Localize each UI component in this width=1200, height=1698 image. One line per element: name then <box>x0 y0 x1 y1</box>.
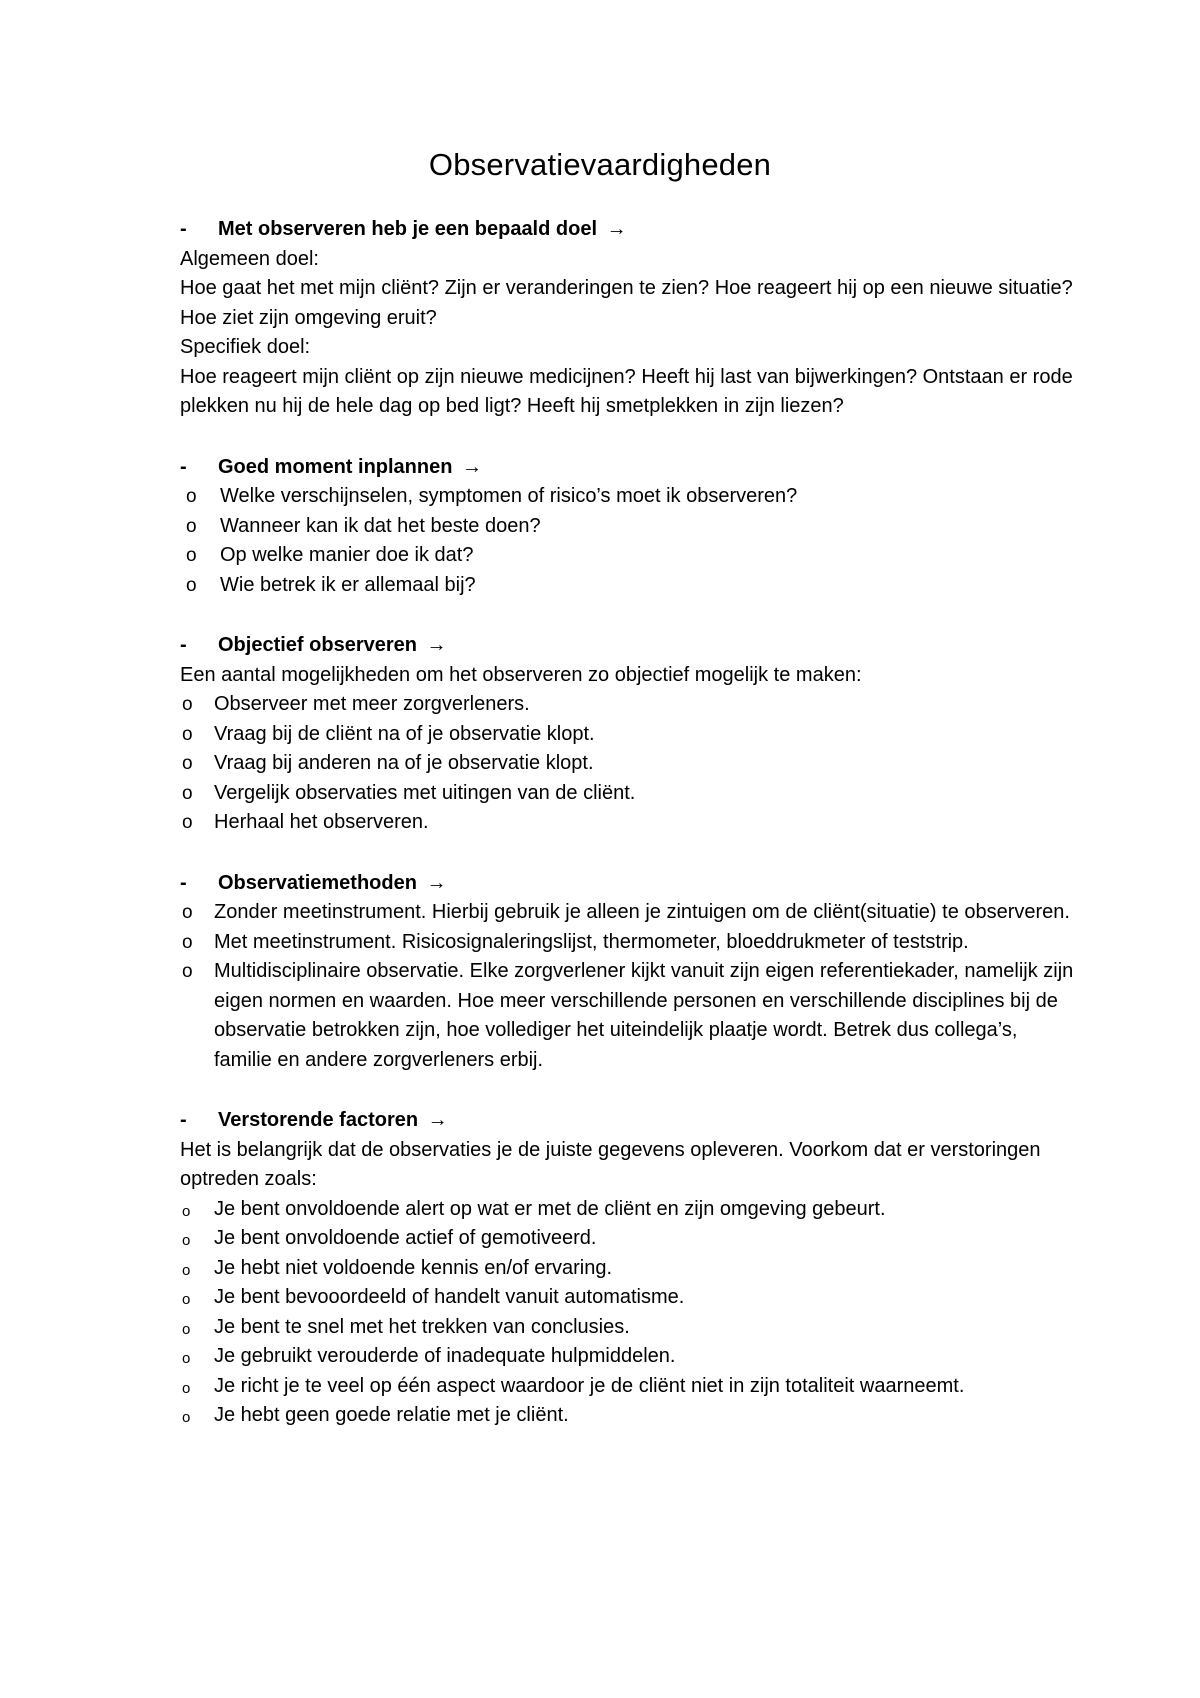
list-item: o Zonder meetinstrument. Hierbij gebruik je alleen je zintuigen om de cliënt(situatie) te observeren. <box>180 898 1080 928</box>
bullet-marker: o <box>182 782 193 804</box>
list-item: o Op welke manier doe ik dat? <box>180 541 1080 571</box>
section-heading-moment <box>180 453 1080 483</box>
page-title: Observatievaardigheden <box>428 147 772 182</box>
right-arrow-icon: → <box>606 218 627 240</box>
bullet-marker: o <box>182 1379 191 1397</box>
section-heading-objectief <box>180 631 1080 661</box>
methoden-list <box>180 898 1080 1075</box>
paragraph-algemeen-label: Algemeen doel: <box>180 247 319 270</box>
dash-marker: - <box>180 218 187 240</box>
bullet-marker: o <box>182 1350 191 1367</box>
list-item: o Vraag bij anderen na of je observatie klopt. <box>180 749 1080 779</box>
list-item: o Wie betrek ik er allemaal bij? <box>180 571 1080 601</box>
heading-text: Met observeren heb je een bepaald doel <box>218 218 598 240</box>
bullet-marker: o <box>182 1232 191 1249</box>
dash-marker: - <box>180 1109 187 1131</box>
bullet-marker: o <box>182 1291 191 1308</box>
list-item: o Vraag bij de cliënt na of je observatie klopt. <box>180 720 1080 750</box>
bullet-marker: o <box>182 812 193 833</box>
heading-text: Goed moment inplannen <box>218 455 453 478</box>
right-arrow-icon: → <box>426 871 447 894</box>
bullet-marker: o <box>182 931 193 953</box>
list-item: o Je bent bevooordeeld of handelt vanuit automatisme. <box>180 1283 1080 1313</box>
paragraph-factoren-intro: Het is belangrijk dat de observaties je de juiste gegevens opleveren. Voorkom dat er verstoringen optreden zoals: <box>180 1138 1041 1190</box>
section-heading-methoden <box>180 869 1080 899</box>
paragraph-specifiek-text: Hoe reageert mijn cliënt op zijn nieuwe medicijnen? Heeft hij last van bijwerkingen? Ontstaan er rode plekken nu hij de hele dag op bed ligt? Heeft hij smetplekken in zijn liezen? <box>180 365 1073 417</box>
list-item: o Multidisciplinaire observatie. Elke zorgverlener kijkt vanuit zijn eigen referentiekader, namelijk zijn eigen normen en waarden. Hoe meer verschillende personen en verschillende disciplines bij de observatie betrokken zijn, hoe vollediger het uiteindelijk plaatje wordt. Betrek dus collega’s, familie en andere zorgverleners erbij. <box>180 957 1080 1075</box>
bullet-marker: o <box>182 723 193 745</box>
dash-marker: - <box>180 455 187 478</box>
list-item: o Welke verschijnselen, symptomen of risico’s moet ik observeren? <box>180 482 1080 512</box>
bullet-marker: o <box>182 1261 191 1279</box>
bullet-marker: o <box>182 961 193 982</box>
bullet-marker: o <box>182 753 193 774</box>
bullet-marker: o <box>182 1409 191 1426</box>
factoren-list <box>180 1195 1080 1431</box>
list-item: o Je richt je te veel op één aspect waardoor je de cliënt niet in zijn totaliteit waarneemt. <box>180 1372 1080 1402</box>
bullet-marker: o <box>182 1320 191 1338</box>
list-item: o Je hebt geen goede relatie met je cliënt. <box>180 1401 1080 1431</box>
paragraph-objectief-intro: Een aantal mogelijkheden om het observeren zo objectief mogelijk te maken: <box>180 663 862 686</box>
moment-list <box>180 482 1080 600</box>
list-item: o Wanneer kan ik dat het beste doen? <box>180 512 1080 542</box>
right-arrow-icon: → <box>426 634 447 656</box>
list-item: o Observeer met meer zorgverleners. <box>180 690 1080 720</box>
dash-marker: - <box>180 634 187 656</box>
heading-text: Verstorende factoren <box>218 1109 419 1131</box>
objectief-list <box>180 690 1080 838</box>
list-item: o Herhaal het observeren. <box>180 808 1080 838</box>
list-item: o Je bent onvoldoende alert op wat er met de cliënt en zijn omgeving gebeurt. <box>180 1195 1080 1225</box>
heading-text: Observatiemethoden <box>218 871 417 894</box>
bullet-marker: o <box>182 902 193 923</box>
section-heading-doel <box>180 215 1080 245</box>
bullet-marker: o <box>182 694 193 715</box>
section-heading-factoren <box>180 1106 1080 1136</box>
list-item: o Met meetinstrument. Risicosignaleringslijst, thermometer, bloeddrukmeter of teststrip. <box>180 928 1080 958</box>
list-item: o Je hebt niet voldoende kennis en/of ervaring. <box>180 1254 1080 1284</box>
heading-text: Objectief observeren <box>218 634 417 656</box>
dash-marker: - <box>180 871 187 894</box>
list-item: o Je bent onvoldoende actief of gemotiveerd. <box>180 1224 1080 1254</box>
right-arrow-icon: → <box>462 455 483 478</box>
bullet-marker: o <box>186 486 197 507</box>
document-body <box>180 215 1080 1431</box>
list-item: o Vergelijk observaties met uitingen van de cliënt. <box>180 779 1080 809</box>
paragraph-algemeen-text: Hoe gaat het met mijn cliënt? Zijn er veranderingen te zien? Hoe reageert hij op een nieuwe situatie? Hoe ziet zijn omgeving eruit? <box>180 277 1073 329</box>
list-item: o Je bent te snel met het trekken van conclusies. <box>180 1313 1080 1343</box>
bullet-marker: o <box>182 1202 191 1220</box>
paragraph-specifiek-label: Specifiek doel: <box>180 336 311 358</box>
right-arrow-icon: → <box>427 1109 448 1131</box>
list-item: o Je gebruikt verouderde of inadequate hulpmiddelen. <box>180 1342 1080 1372</box>
bullet-marker: o <box>186 515 197 537</box>
bullet-marker: o <box>186 545 197 566</box>
bullet-marker: o <box>186 574 197 596</box>
